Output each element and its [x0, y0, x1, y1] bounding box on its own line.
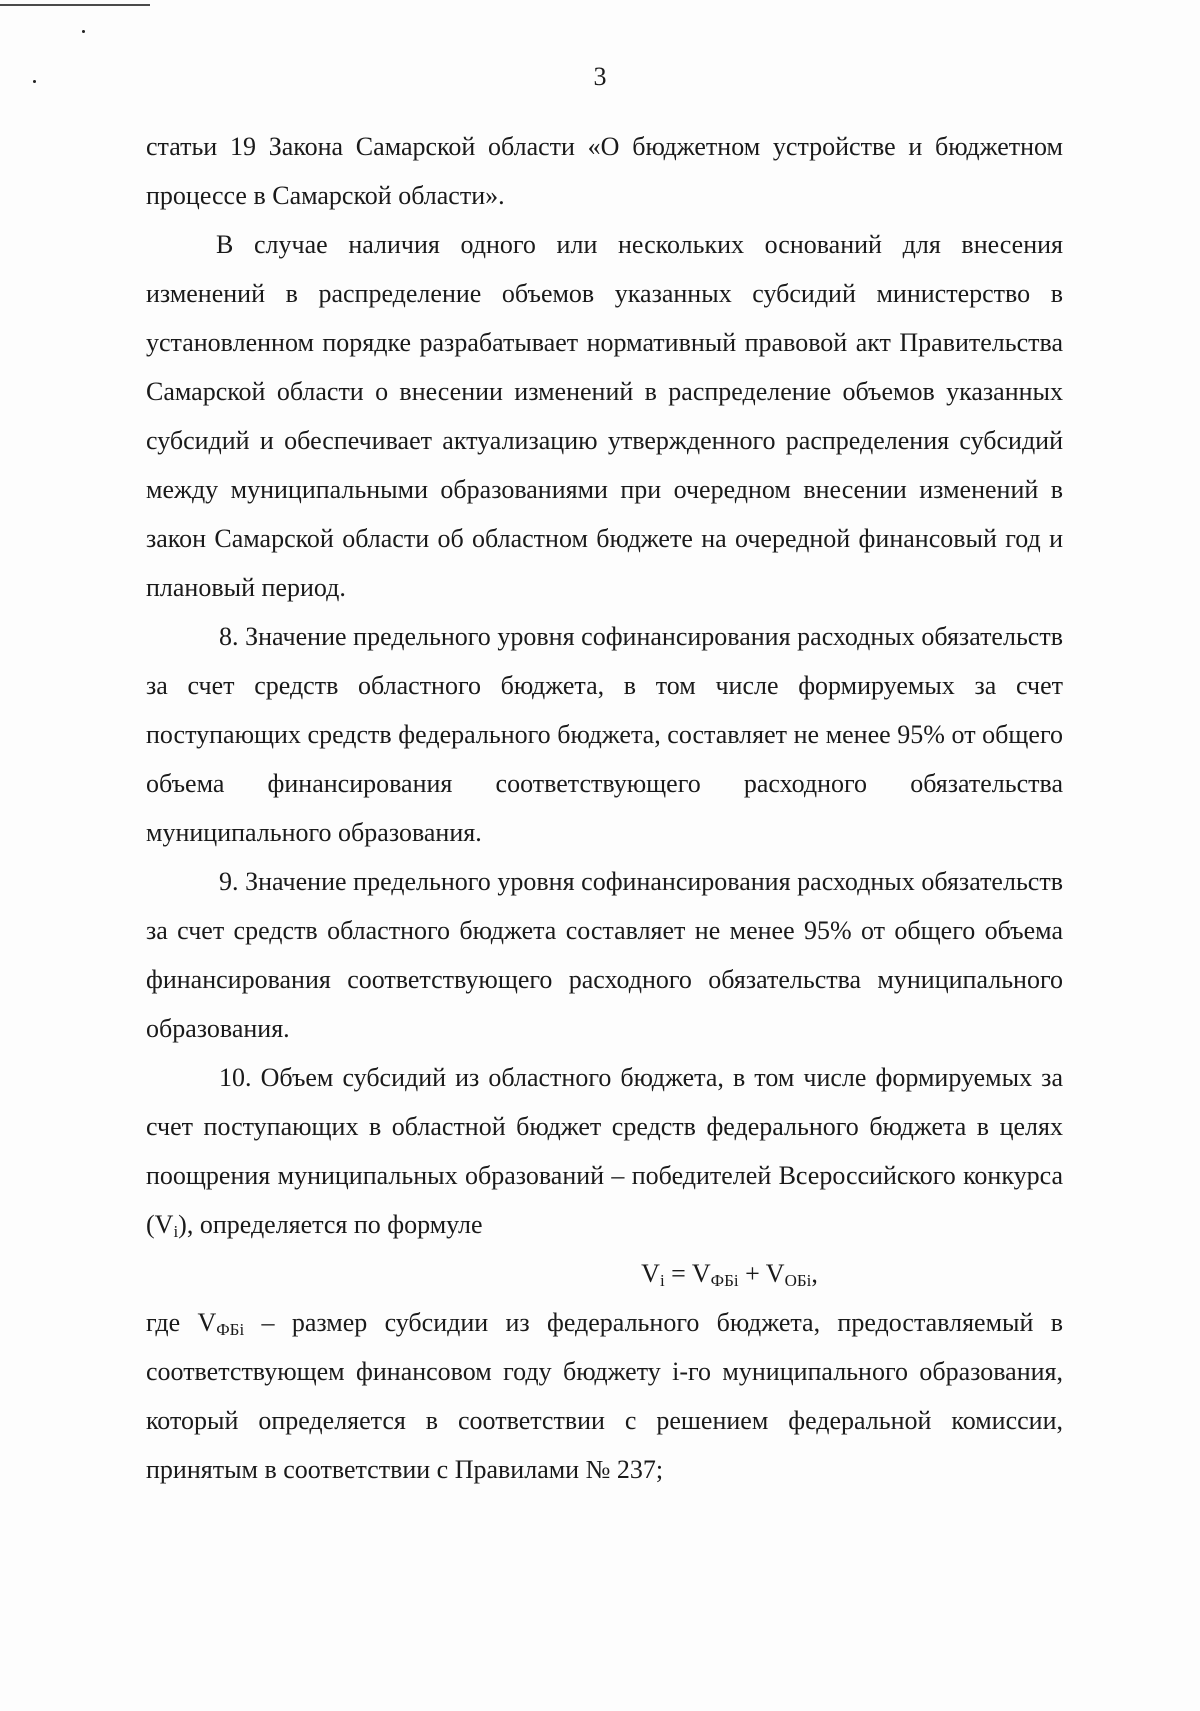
where-lead-sub: ФБi — [216, 1320, 245, 1339]
formula-end: , — [811, 1259, 818, 1288]
paragraph-item-10-tail: ), определяется по формуле — [178, 1210, 483, 1239]
formula-lhs: V — [641, 1259, 660, 1288]
paragraph-where — [146, 1298, 1063, 1494]
paragraph-continuation: статьи 19 Закона Самарской области «О бюджетном устройстве и бюджетном процессе в Самарской области». — [146, 132, 1063, 210]
formula-equals: = — [664, 1259, 692, 1288]
formula — [146, 1249, 1063, 1298]
paragraph-item-9: 9. Значение предельного уровня софинансирования расходных обязательств за счет средств областного бюджета составляет не менее 95% от общего объема финансирования соответствующего расходного обязательства муниципального образования. — [146, 867, 1063, 1043]
paragraph-item-10-text: 10. Объем субсидий из областного бюджета, в том числе формируемых за счет поступающих в областной бюджет средств федерального бюджета в целях поощрения муниципальных образований – победителей Всероссийского конкурса (V — [146, 1063, 1063, 1239]
page-number: 3 — [593, 62, 607, 91]
paragraph-amendments: В случае наличия одного или нескольких оснований для внесения изменений в распределение объемов указанных субсидий министерство в установленном порядке разрабатывает нормативный правовой акт Правительства Самарской области о внесении изменений в распределение объемов указанных субсидий и обеспечивает актуализацию утвержденного распределения субсидий между муниципальными образованиями при очередном внесении изменений в закон Самарской области об областном бюджете на очередной финансовый год и плановый период. — [146, 230, 1063, 602]
formula-lhs-sub: i — [659, 1271, 665, 1290]
paragraph-item-10 — [146, 1053, 1063, 1249]
scan-edge-mark — [0, 4, 150, 6]
formula-term-1-sub: ФБi — [710, 1271, 739, 1290]
scan-speck — [82, 30, 85, 33]
formula-plus: + — [738, 1259, 766, 1288]
paragraph-item-8: 8. Значение предельного уровня софинансирования расходных обязательств за счет средств областного бюджета, в том числе формируемых за счет поступающих средств федерального бюджета, составляет не менее 95% от общего объема финансирования соответствующего расходного обязательства муниципального образования. — [146, 622, 1063, 847]
formula-term-2: V — [765, 1259, 785, 1288]
formula-term-2-sub: ОБi — [784, 1271, 812, 1290]
subscript-i: i — [173, 1222, 179, 1241]
where-lead: где V — [146, 1308, 217, 1337]
document-body — [146, 122, 1063, 1494]
where-text: – размер субсидии из федерального бюджета, предоставляемый в соответствующем финансовом году бюджету i-го муниципального образования, который определяется в соответствии с решением федеральной комиссии, принятым в соответствии с Правилами № 237; — [146, 1308, 1064, 1484]
formula-term-1: V — [691, 1259, 711, 1288]
